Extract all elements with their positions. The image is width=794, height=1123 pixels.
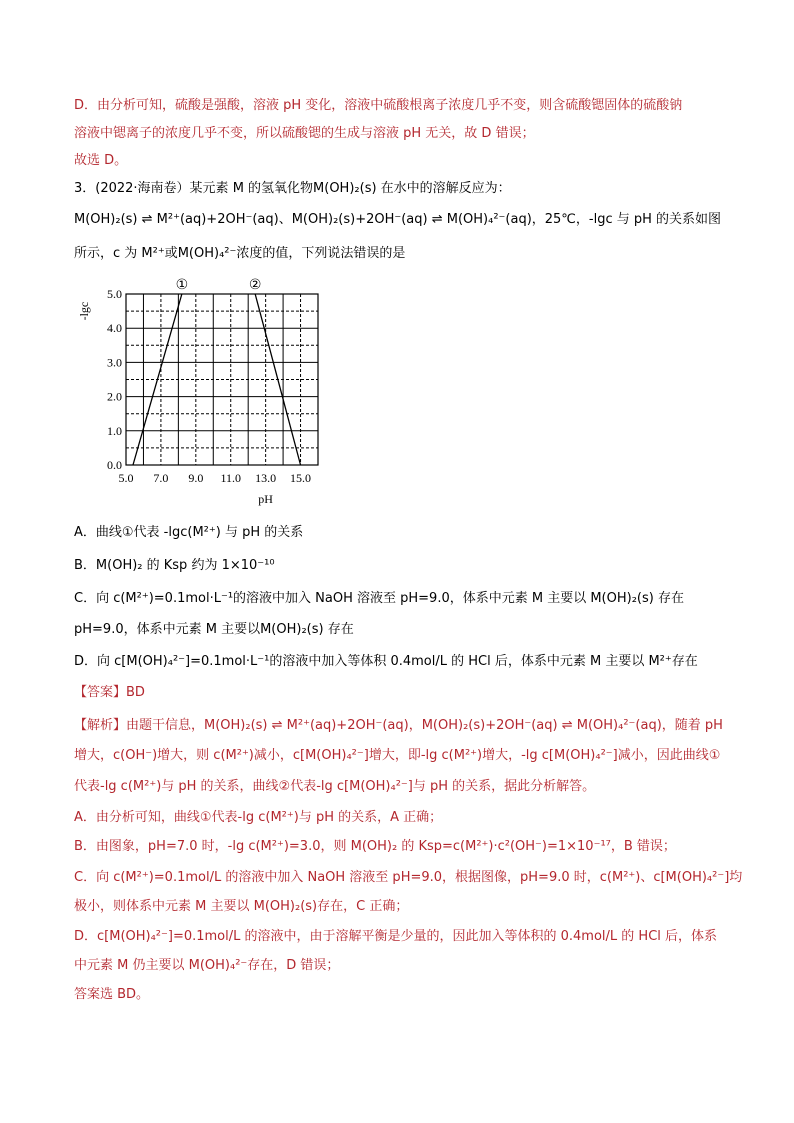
x-tick-label: 5.0 <box>118 471 134 485</box>
analysis-line: C．向 c(M²⁺)=0.1mol/L 的溶液中加入 NaOH 溶液至 pH=9.0，根据图像，pH=9.0 时，c(M²⁺)、c[M(OH)₄²⁻]均 <box>74 870 743 885</box>
x-tick-label: 15.0 <box>290 471 312 485</box>
option-b: B．M(OH)₂ 的 Ksp 约为 1×10⁻¹⁰ <box>74 558 275 573</box>
text-line: M(OH)₂(s) ⇌ M²⁺(aq)+2OH⁻(aq)、M(OH)₂(s)+2OH⁻(aq) ⇌ M(OH)₄²⁻(aq)，25℃，-lgc 与 pH 的关系如图 <box>74 212 722 227</box>
question-title: 3．(2022·海南卷）某元素 M 的氢氧化物M(OH)₂(s) 在水中的溶解反应为： <box>74 181 511 196</box>
answer: 【答案】BD <box>74 685 145 700</box>
y-tick-label: 3.0 <box>107 355 122 370</box>
option-c: C．向 c(M²⁺)=0.1mol·L⁻¹的溶液中加入 NaOH 溶液至 pH=9.0，体系中元素 M 主要以 M(OH)₂(s) 存在 <box>74 591 684 606</box>
series-label: ② <box>248 277 262 293</box>
y-tick-label: 0.0 <box>107 458 122 472</box>
y-tick-label: 4.0 <box>107 321 122 336</box>
analysis-line: 代表-lg c(M²⁺)与 pH 的关系，曲线②代表-lg c[M(OH)₄²⁻]与 pH 的关系，据此分析解答。 <box>74 779 596 794</box>
text-line: 溶液中锶离子的浓度几乎不变，所以硫酸锶的生成与溶液 pH 无关，故 D 错误； <box>74 126 535 141</box>
x-axis-label: pH <box>258 492 273 506</box>
analysis-line: 中元素 M 仍主要以 M(OH)₄²⁻存在，D 错误； <box>74 958 340 973</box>
analysis-line: 极小，则体系中元素 M 主要以 M(OH)₂(s)存在，C 正确； <box>74 899 409 914</box>
analysis-line: 增大，c(OH⁻)增大，则 c(M²⁺)减小，c[M(OH)₄²⁻]增大，即-lg c(M²⁺)增大，-lg c[M(OH)₄²⁻]减小，因此曲线① <box>74 748 721 763</box>
x-tick-label: 9.0 <box>188 471 204 485</box>
x-tick-label: 7.0 <box>153 471 169 485</box>
text-line: 故选 D。 <box>74 153 128 168</box>
analysis-line: 答案选 BD。 <box>74 987 150 1002</box>
y-tick-label: 5.0 <box>107 287 122 301</box>
y-axis-label: -lgc <box>77 301 91 321</box>
option-a: A．曲线①代表 -lgc(M²⁺) 与 pH 的关系 <box>74 525 304 540</box>
y-tick-label: 1.0 <box>107 423 122 438</box>
analysis-line: A．由分析可知，曲线①代表-lg c(M²⁺)与 pH 的关系，A 正确； <box>74 810 443 825</box>
analysis-line: D．c[M(OH)₄²⁻]=0.1mol/L 的溶液中，由于溶解平衡是少量的，因此加入等体积的 0.4mol/L 的 HCl 后，体系 <box>74 929 718 944</box>
analysis-line: B．由图象，pH=7.0 时，-lg c(M²⁺)=3.0，则 M(OH)₂ 的 Ksp=c(M²⁺)·c²(OH⁻)=1×10⁻¹⁷，B 错误； <box>74 839 676 854</box>
x-tick-label: 13.0 <box>255 471 277 485</box>
y-tick-label: 2.0 <box>107 389 122 404</box>
series-label: ① <box>175 277 189 293</box>
chart <box>74 274 334 514</box>
option-d: D．向 c[M(OH)₄²⁻]=0.1mol·L⁻¹的溶液中加入等体积 0.4mol/L 的 HCl 后，体系中元素 M 主要以 M²⁺存在 <box>74 654 698 669</box>
series-line <box>133 294 182 465</box>
x-tick-label: 11.0 <box>220 471 242 485</box>
chart-grid <box>126 294 318 465</box>
analysis-line: 【解析】由题干信息，M(OH)₂(s) ⇌ M²⁺(aq)+2OH⁻(aq)，M(OH)₂(s)+2OH⁻(aq) ⇌ M(OH)₄²⁻(aq)，随着 pH <box>74 718 723 733</box>
option-c-cont: pH=9.0，体系中元素 M 主要以M(OH)₂(s) 存在 <box>74 622 354 637</box>
text-line: D．由分析可知，硫酸是强酸，溶液 pH 变化，溶液中硫酸根离子浓度几乎不变，则含硫酸锶固体的硫酸钠 <box>74 98 683 113</box>
text-line: 所示，c 为 M²⁺或M(OH)₄²⁻浓度的值，下列说法错误的是 <box>74 246 406 261</box>
